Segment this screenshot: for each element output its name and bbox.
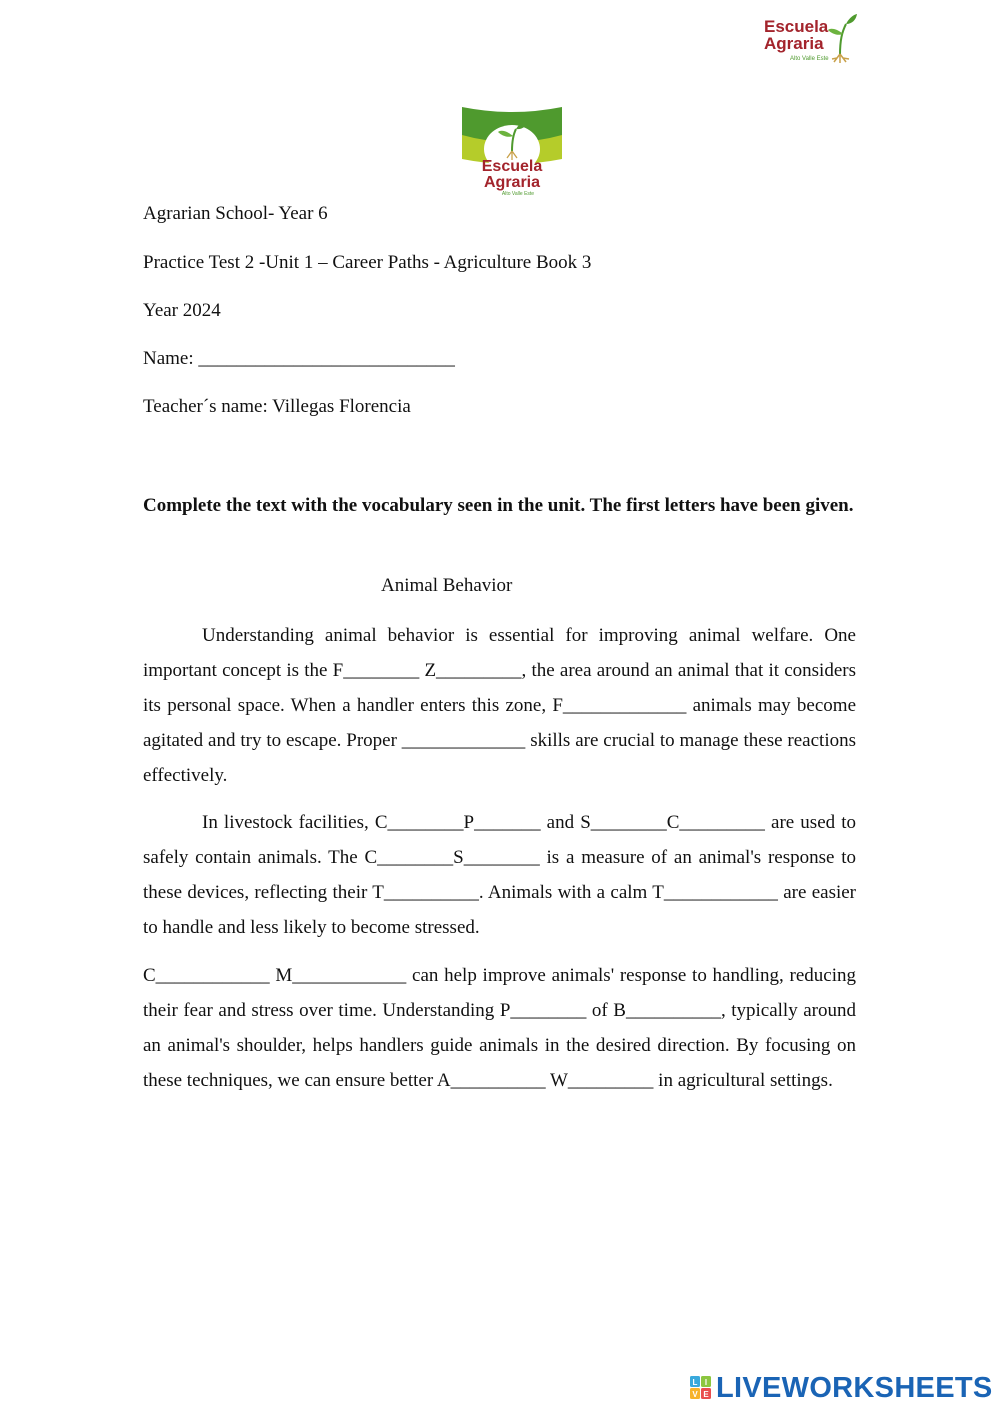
paragraph-3: C____________ M____________ can help improve animals' response to handling, reducing their fear and stress over time. Understanding P________ of B__________, typically around an animal's shoulder, helps handlers guide animals in the desired direction. By focusing on these techniques, we can ensure better A__________ W_________ in agricultural settings. [143,965,856,1091]
year-line: Year 2024 [143,300,221,321]
school-year-line: Agrarian School- Year 6 [143,203,328,224]
logo-top-line1: Escuela [764,17,829,36]
icon-letter-l: L [692,1378,698,1387]
icon-letter-e: E [703,1390,709,1399]
school-logo [460,105,564,197]
liveworksheets-brand: LIVEWORKSHEETS [716,1372,993,1404]
teacher-line: Teacher´s name: Villegas Florencia [143,396,411,417]
logo-center-line2: Agraria [483,174,541,191]
paragraph-1: Understanding animal behavior is essential for improving animal welfare. One important concept is the F________ Z_________, the area around an animal that it considers its personal space. When a handler enters this zone, F_____________ animals may become agitated and try to escape. Proper _____________ skills are crucial to manage these reactions effectively. [143,625,856,786]
logo-top-sub: Alto Valle Este [790,56,829,62]
liveworksheets-icon [690,1376,712,1400]
icon-letter-i: I [704,1378,708,1387]
icon-letter-v: V [692,1390,698,1399]
test-title-line: Practice Test 2 -Unit 1 – Career Paths - Agriculture Book 3 [143,252,592,273]
school-logo-small [760,10,860,66]
logo-top-line2: Agraria [764,34,824,53]
text-title: Animal Behavior [381,575,513,596]
logo-center-sub: Alto Valle Este [501,191,535,197]
logo-center-line1: Escuela [481,158,543,175]
name-line: Name: ___________________________ [143,348,455,369]
paragraph-2: In livestock facilities, C________P_______ and S________C_________ are used to safely contain animals. The C________S________ is a measure of an animal's response to these devices, reflecting their T__________. Animals with a calm T____________ are easier to handle and less likely to become stressed. [143,812,856,938]
liveworksheets-logo[interactable] [690,1372,993,1404]
instructions: Complete the text with the vocabulary seen in the unit. The first letters have been given. [143,495,854,516]
